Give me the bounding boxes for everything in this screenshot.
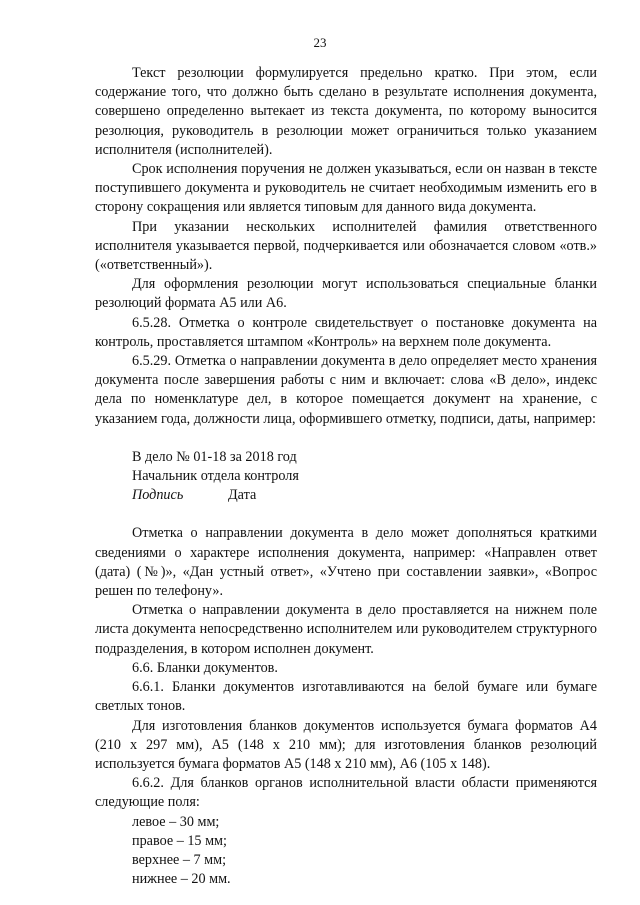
paragraph-deadline: Срок исполнения поручения не должен указываться, если он назван в тексте поступившего документа и руководитель не считает необходимым изменить его в сторону сокращения или является типовым для данного вида документа. (95, 161, 597, 216)
date-label: Дата (228, 487, 257, 504)
spacer (95, 429, 597, 448)
file-mark-case-line: В дело № 01-18 за 2018 год (132, 448, 297, 465)
paragraph-paper-formats: Для изготовления бланков документов используется бумага форматов А4 (210 х 297 мм), А5 (148 х 210 мм); для изготовления бланков резолюций используется бумага форматов А5 (148 х 210 мм), А6 (105 х 148). (95, 717, 597, 772)
section-heading-6-6: 6.6. Бланки документов. (132, 659, 278, 676)
file-mark-position-line: Начальник отдела контроля (132, 468, 299, 485)
paragraph-6-5-29: 6.5.29. Отметка о направлении документа в дело определяет место хранения документа после завершения работы с ним и включает: слова «В дело», индекс дела по номенклатуре дел, в которое помещается документ на хранение, с указанием года, должности лица, оформившего отметку, подписи, даты, например: (95, 353, 597, 427)
paragraph-resolution-text: Текст резолюции формулируется предельно кратко. При этом, если содержание того, что должно быть сделано в результате исполнения документа, совершено определенно вытекает из текста документа, по которому выносится резолюция, руководитель в резолюции может ограничиться только указанием исполнителя (исполнителей). (95, 65, 597, 158)
list-item: нижнее – 20 мм. (132, 871, 231, 888)
list-item: верхнее – 7 мм; (132, 851, 227, 868)
paragraph-file-mark-details: Отметка о направлении документа в дело может дополняться краткими сведениями о характере исполнения документа, например: «Направлен ответ (дата) (№)», «Дан устный ответ», «Учтено при составлении заявки», «Вопрос решен по телефону». (95, 525, 597, 600)
paragraph-6-6-2: 6.6.2. Для бланков органов исполнительной власти области применяются следующие поля: (95, 775, 597, 811)
file-mark-example (95, 448, 597, 506)
document-body (95, 64, 597, 889)
paragraph-6-5-28: 6.5.28. Отметка о контроле свидетельствует о постановке документа на контроль, проставляется штампом «Контроль» на верхнем поле документа. (95, 314, 597, 350)
margins-list (95, 813, 597, 890)
paragraph-resolution-forms: Для оформления резолюции могут использоваться специальные бланки резолюций формата А5 или А6. (95, 276, 597, 312)
paragraph-file-mark-placement: Отметка о направлении документа в дело проставляется на нижнем поле листа документа непосредственно исполнителем или руководителем структурного подразделения, в котором исполнен документ. (95, 602, 597, 657)
signature-label: Подпись (132, 487, 184, 504)
paragraph-6-6-1: 6.6.1. Бланки документов изготавливаются на белой бумаге или бумаге светлых тонов. (95, 679, 597, 715)
list-item: левое – 30 мм; (132, 813, 220, 830)
paragraph-multiple-executors: При указании нескольких исполнителей фамилия ответственного исполнителя указывается первой, подчеркивается или обозначается словом «отв.» («ответственный»). (95, 218, 597, 274)
list-item: правое – 15 мм; (132, 832, 227, 849)
page-number: 23 (313, 35, 327, 50)
file-mark-signature-line (132, 486, 597, 505)
spacer (95, 505, 597, 524)
